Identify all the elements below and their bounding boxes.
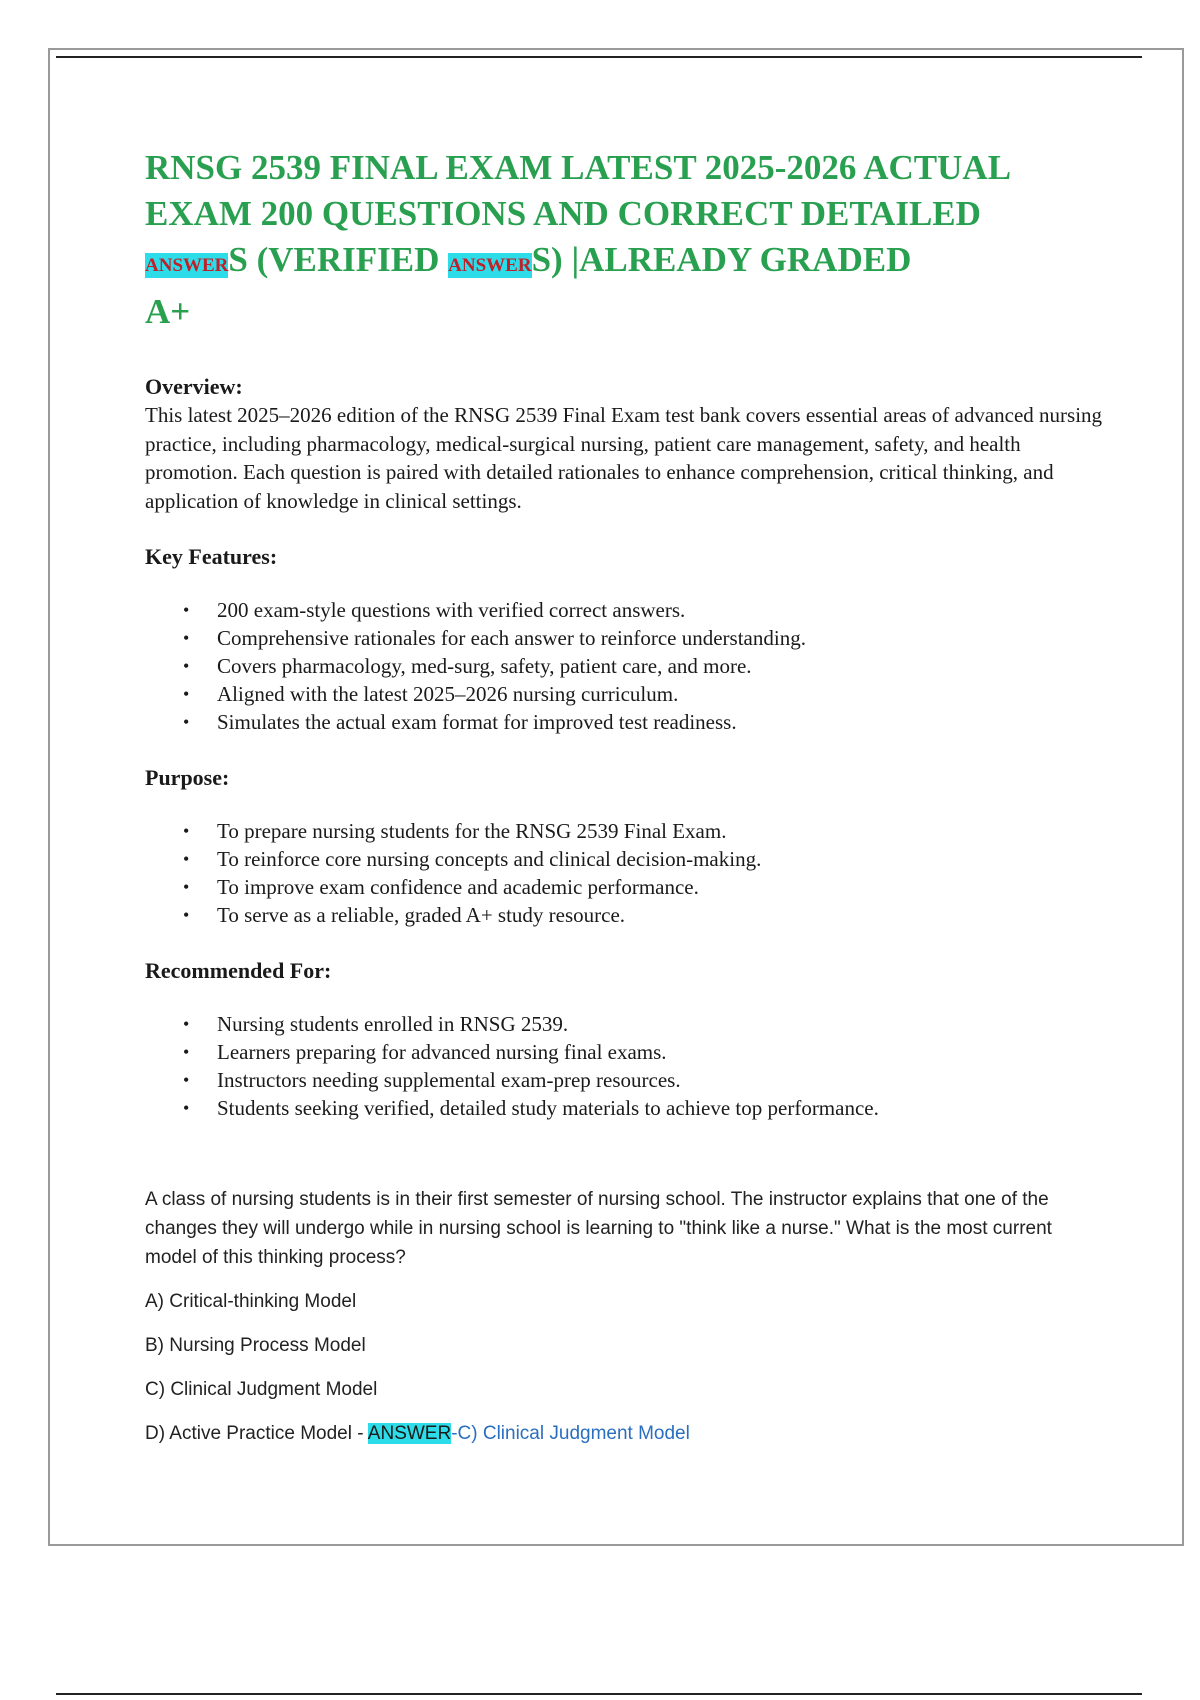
- key-features-list: [145, 596, 1105, 736]
- list-item-text: To prepare nursing students for the RNSG 2539 Final Exam.: [217, 819, 727, 843]
- list-item-text: To reinforce core nursing concepts and clinical decision-making.: [217, 847, 762, 871]
- list-item-text: Comprehensive rationales for each answer to reinforce understanding.: [217, 626, 806, 650]
- purpose-section: [145, 764, 1105, 929]
- recommended-heading: Recommended For:: [145, 958, 332, 983]
- option-a: A) Critical-thinking Model: [145, 1291, 357, 1312]
- option-d: [145, 1422, 1105, 1446]
- bullet-icon: •: [183, 684, 190, 704]
- list-item: [145, 1038, 1105, 1066]
- list-item: [145, 596, 1105, 624]
- bullet-icon: •: [183, 1042, 190, 1062]
- answer-label: ANSWER: [367, 1423, 452, 1444]
- title-part-3: S (VERIFIED: [228, 240, 449, 279]
- overview-text: This latest 2025–2026 edition of the RNSG 2539 Final Exam test bank covers essential areas of advanced nursing practice, including pharmacology, medical-surgical nursing, patient care management, safety, and health promotion. Each question is paired with detailed rationales to enhance comprehension, critical thinking, and application of knowledge in clinical settings.: [145, 403, 1103, 513]
- list-item: [145, 680, 1105, 708]
- list-item-text: 200 exam-style questions with verified correct answers.: [217, 598, 686, 622]
- bullet-icon: •: [183, 1070, 190, 1090]
- list-item-text: Nursing students enrolled in RNSG 2539.: [217, 1012, 569, 1036]
- purpose-list: [145, 817, 1105, 929]
- bullet-icon: •: [183, 1098, 190, 1118]
- list-item: [145, 845, 1105, 873]
- title-line-2: EXAM 200 QUESTIONS AND CORRECT DETAILED: [145, 194, 981, 233]
- list-item: [145, 873, 1105, 901]
- bullet-icon: •: [183, 877, 190, 897]
- list-item: [145, 1094, 1105, 1122]
- bullet-icon: •: [183, 712, 190, 732]
- list-item: [145, 817, 1105, 845]
- key-features-heading: Key Features:: [145, 544, 278, 569]
- bullet-icon: •: [183, 821, 190, 841]
- document-content: [145, 145, 1105, 1122]
- title-line-1: RNSG 2539 FINAL EXAM LATEST 2025-2026 ACTUAL: [145, 148, 1012, 187]
- list-item-text: Learners preparing for advanced nursing final exams.: [217, 1040, 667, 1064]
- answer-text: -C) Clinical Judgment Model: [451, 1423, 690, 1444]
- bullet-icon: •: [183, 849, 190, 869]
- bullet-icon: •: [183, 628, 190, 648]
- list-item: [145, 1066, 1105, 1094]
- list-item-text: Simulates the actual exam format for improved test readiness.: [217, 710, 737, 734]
- bullet-icon: •: [183, 656, 190, 676]
- bottom-rule: [56, 1693, 1142, 1695]
- recommended-list: [145, 1010, 1105, 1122]
- option-d-text: D) Active Practice Model -: [145, 1423, 368, 1444]
- overview-heading: Overview:: [145, 374, 243, 399]
- option-b: B) Nursing Process Model: [145, 1335, 366, 1356]
- top-rule: [56, 56, 1142, 58]
- purpose-heading: Purpose:: [145, 765, 230, 790]
- list-item: [145, 901, 1105, 929]
- question-text: A class of nursing students is in their first semester of nursing school. The instructor explains that one of the changes they will undergo while in nursing school is learning to "think like a nurse." What is the most current model of this thinking process?: [145, 1189, 1052, 1268]
- recommended-section: [145, 957, 1105, 1122]
- title-grade: A+: [145, 292, 191, 331]
- list-item-text: Aligned with the latest 2025–2026 nursing curriculum.: [217, 682, 679, 706]
- document-title: [145, 145, 1105, 335]
- title-part-4: S) |ALREADY GRADED: [531, 240, 912, 279]
- list-item-text: To improve exam confidence and academic performance.: [217, 875, 699, 899]
- option-c: C) Clinical Judgment Model: [145, 1379, 378, 1400]
- bullet-icon: •: [183, 905, 190, 925]
- list-item: [145, 1010, 1105, 1038]
- list-item-text: Instructors needing supplemental exam-prep resources.: [217, 1068, 681, 1092]
- list-item: [145, 624, 1105, 652]
- key-features-section: [145, 543, 1105, 736]
- title-highlight-answer-1: ANSWER: [145, 255, 229, 276]
- list-item-text: Covers pharmacology, med-surg, safety, patient care, and more.: [217, 654, 752, 678]
- list-item: [145, 652, 1105, 680]
- title-highlight-answer-2: ANSWER: [448, 255, 532, 276]
- list-item-text: To serve as a reliable, graded A+ study resource.: [217, 903, 626, 927]
- bullet-icon: •: [183, 600, 190, 620]
- list-item: [145, 708, 1105, 736]
- bullet-icon: •: [183, 1014, 190, 1034]
- question-block: [145, 1185, 1105, 1446]
- list-item-text: Students seeking verified, detailed study materials to achieve top performance.: [217, 1096, 879, 1120]
